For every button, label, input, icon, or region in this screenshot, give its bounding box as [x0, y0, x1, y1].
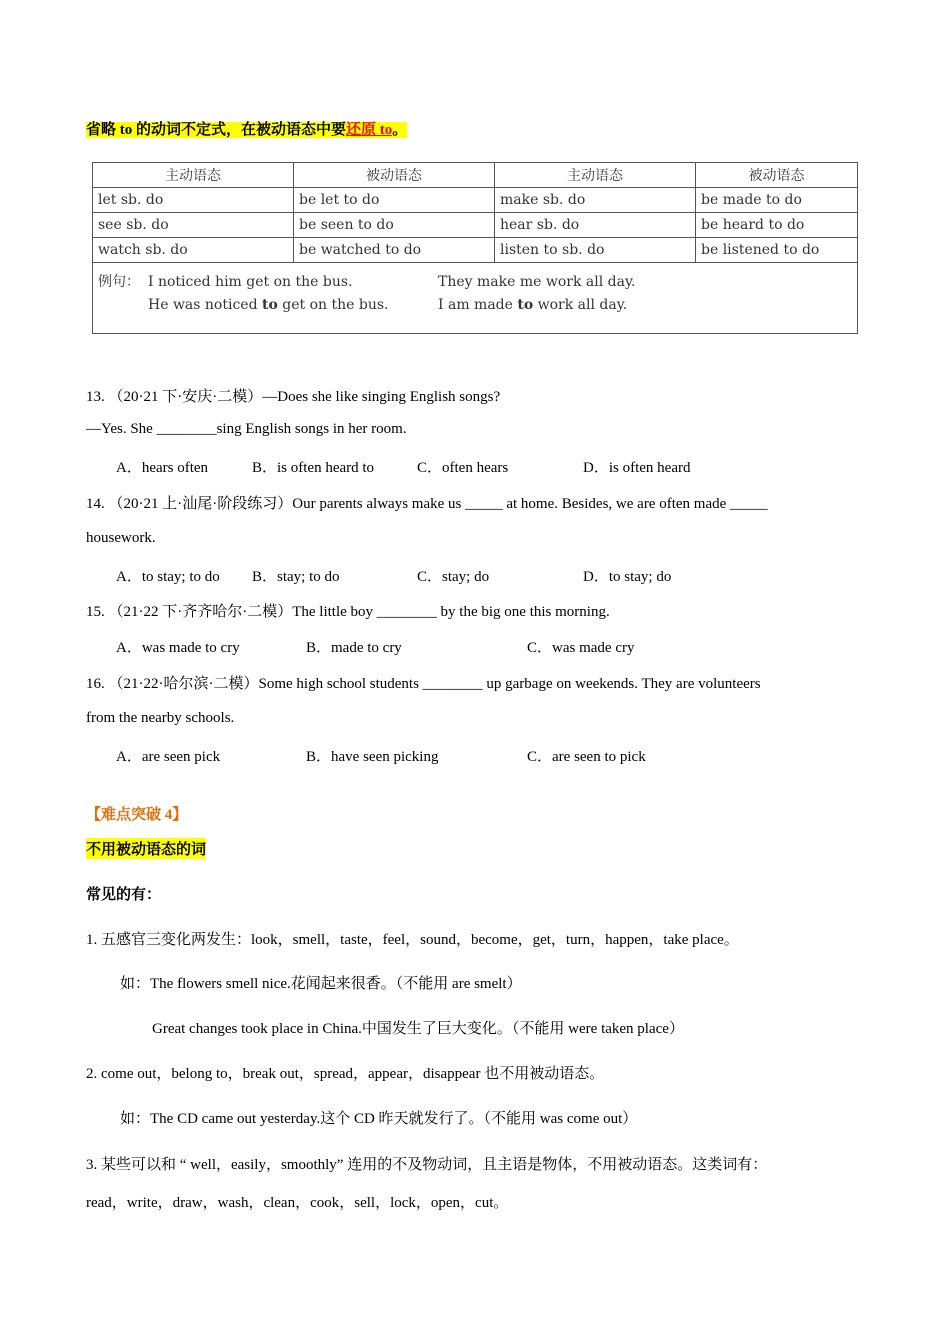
header-active-2: 主动语态: [495, 163, 696, 188]
table-row: [93, 238, 858, 263]
paragraph-1-example-2: Great changes took place in China.中国发生了巨大变化。（不能用 were taken place）: [152, 1021, 684, 1037]
example-2-active: They make me work all day.: [438, 274, 636, 290]
question-15-option-c[interactable]: C．was made cry: [527, 640, 635, 656]
table-cell: be let to do: [294, 188, 495, 213]
question-14-option-a[interactable]: A．to stay; to do: [116, 569, 220, 585]
question-15-stem: 15. （21·22 下·齐齐哈尔·二模）The little boy ________ by the big one this morning.: [86, 604, 610, 620]
table-cell: see sb. do: [93, 213, 294, 238]
header-active-1: 主动语态: [93, 163, 294, 188]
question-15-option-b[interactable]: B．made to cry: [306, 640, 402, 656]
table-header-row: [93, 163, 858, 188]
section-title: 【难点突破 4】: [86, 807, 188, 823]
table-cell: make sb. do: [495, 188, 696, 213]
table-cell: watch sb. do: [93, 238, 294, 263]
table-cell: be heard to do: [696, 213, 858, 238]
table-cell: be made to do: [696, 188, 858, 213]
table-cell: let sb. do: [93, 188, 294, 213]
example-1-passive: He was noticed to get on the bus.: [148, 297, 389, 313]
voice-table: [92, 162, 858, 334]
question-13-option-b[interactable]: B．is often heard to: [252, 460, 375, 476]
rule-heading-suffix: 。: [392, 122, 408, 138]
header-passive-1: 被动语态: [294, 163, 495, 188]
question-16-option-a[interactable]: A．are seen pick: [116, 749, 221, 765]
question-14-stem: 14. （20·21 上·汕尾·阶段练习）Our parents always make us _____ at home. Besides, we are often made _____: [86, 496, 768, 512]
header-passive-2: 被动语态: [696, 163, 858, 188]
question-14-option-d[interactable]: D．to stay; do: [583, 569, 672, 585]
question-13-option-a[interactable]: A．hears often: [116, 460, 209, 476]
question-16-option-c[interactable]: C．are seen to pick: [527, 749, 646, 765]
question-16-stem: 16. （21·22·哈尔滨·二模）Some high school students ________ up garbage on weekends. They are volunteers: [86, 676, 761, 692]
paragraph-3-continued: read，write，draw，wash，clean，cook，sell，lock，open，cut。: [86, 1195, 509, 1211]
table-cell: be listened to do: [696, 238, 858, 263]
paragraph-1-example-1: 如：The flowers smell nice.花闻起来很香。（不能用 are smelt）: [120, 976, 522, 992]
question-13-option-d[interactable]: D．is often heard: [583, 460, 691, 476]
table-cell: be seen to do: [294, 213, 495, 238]
question-15-option-a[interactable]: A．was made to cry: [116, 640, 240, 656]
rule-heading-highlight: 还原 to: [346, 122, 393, 138]
rule-heading: [86, 118, 407, 139]
question-13-stem-line2: —Yes. She ________sing English songs in her room.: [86, 421, 407, 437]
question-13-option-c[interactable]: C．often hears: [417, 460, 509, 476]
table-example-row: [93, 263, 858, 334]
question-16-stem-line2: from the nearby schools.: [86, 710, 235, 726]
paragraph-3: 3. 某些可以和 “ well，easily，smoothly” 连用的不及物动词，且主语是物体，不用被动语态。这类词有：: [86, 1157, 768, 1173]
table-row: [93, 188, 858, 213]
example-1-active: I noticed him get on the bus.: [148, 274, 353, 290]
section-subtitle: 不用被动语态的词: [86, 838, 206, 859]
rule-heading-prefix: 省略 to 的动词不定式，在被动语态中要: [86, 122, 346, 138]
table-row: [93, 213, 858, 238]
example-cell: [93, 263, 858, 334]
table-cell: be watched to do: [294, 238, 495, 263]
example-2-passive: I am made to work all day.: [438, 297, 628, 313]
paragraph-2: 2. come out，belong to，break out，spread，appear，disappear 也不用被动语态。: [86, 1066, 605, 1082]
paragraph-2-example: 如：The CD came out yesterday.这个 CD 昨天就发行了。（不能用 was come out）: [120, 1111, 638, 1127]
question-13-stem: 13. （20·21 下·安庆·二模）—Does she like singing English songs?: [86, 389, 501, 405]
common-heading: 常见的有：: [86, 887, 162, 903]
question-16-option-b[interactable]: B．have seen picking: [306, 749, 439, 765]
table-cell: hear sb. do: [495, 213, 696, 238]
question-14-option-b[interactable]: B．stay; to do: [252, 569, 340, 585]
table-cell: listen to sb. do: [495, 238, 696, 263]
example-label: 例句：: [98, 274, 140, 290]
paragraph-1: 1. 五感官三变化两发生：look，smell，taste，feel，sound，become，get，turn，happen，take place。: [86, 932, 739, 948]
question-14-stem-line2: housework.: [86, 530, 156, 546]
question-14-option-c[interactable]: C．stay; do: [417, 569, 490, 585]
